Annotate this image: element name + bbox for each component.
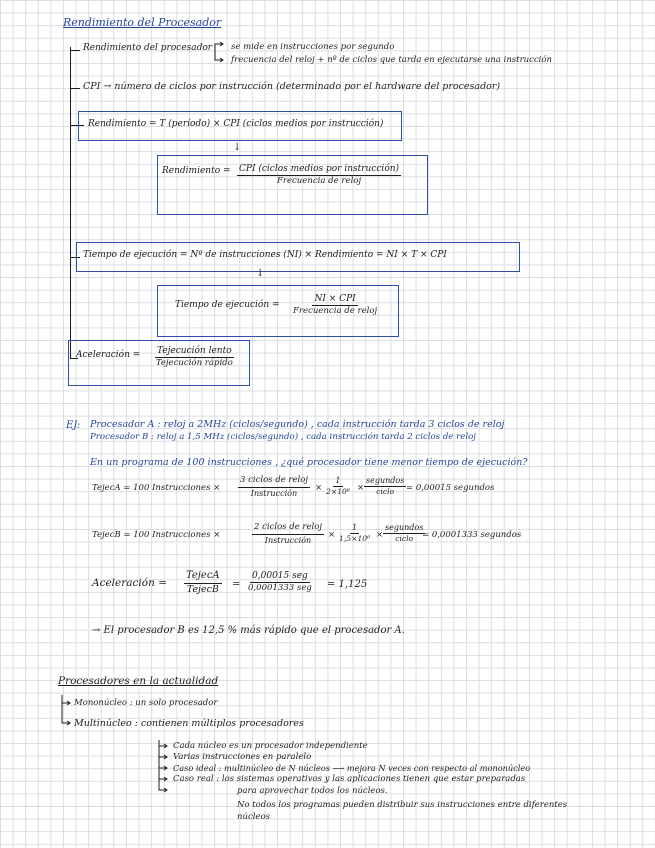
tiempo-fraction-lhs: Tiempo de ejecución = [175, 300, 280, 310]
tiempo-formula: Tiempo de ejecución = Nº de instrucciones (NI) × Rendimiento = NI × T × CPI [83, 250, 447, 260]
aceleracion-example-fraction-1 [184, 570, 222, 595]
tejec-b-fraction-2 [339, 523, 370, 544]
processor-a: Procesador A : reloj a 2MHz (ciclos/segundo) , cada instrucción tarda 3 ciclos de reloj [90, 419, 505, 430]
fraction-denominator: Tejecución rápido [155, 358, 233, 369]
aceleracion-lhs: Aceleración = [76, 350, 141, 360]
rendimiento-desc-1: se mide en instrucciones por segundo [231, 42, 395, 52]
times-sign: × [328, 530, 336, 540]
tejec-a-fraction-1 [238, 476, 310, 498]
rendimiento-formula: Rendimiento = T (período) × CPI (ciclos medios por instrucción) [88, 119, 384, 129]
fraction-denominator: ciclo [376, 487, 395, 497]
fraction-numerator: 2 ciclos de reloj [252, 523, 324, 535]
fraction-numerator: CPI (ciclos medios por instrucción) [237, 164, 401, 176]
conclusion: → El procesador B es 12,5 % más rápido que el procesador A. [92, 625, 405, 636]
multinucleo-point-2: Varias instrucciones en paralelo [173, 752, 312, 762]
fraction-denominator: ciclo [395, 534, 414, 544]
aceleracion-fraction [155, 346, 234, 369]
tejec-b-result: = 0,0001333 segundos [422, 530, 522, 540]
branch-arrow-icon [157, 740, 171, 802]
aceleracion-example-result: = 1,125 [327, 579, 368, 590]
fraction-numerator: 1 [350, 523, 359, 534]
fraction-denominator: Frecuencia de reloj [276, 176, 362, 187]
branch-arrow-icon [213, 42, 233, 64]
multinucleo-point-4-cont: para aprovechar todos los núcleos. [237, 786, 388, 796]
fraction-denominator: 1,5×10⁶ [339, 534, 371, 544]
aceleracion-example-lhs: Aceleración = [92, 577, 167, 589]
example-label: EJ: [66, 420, 81, 431]
fraction-numerator: TejecA [184, 570, 222, 584]
fraction-denominator: Instrucción [250, 488, 298, 498]
rendimiento-label: Rendimiento del procesador [83, 43, 213, 53]
tejec-a-lhs: TejecA = 100 Instrucciones × [92, 483, 221, 493]
tiempo-fraction [293, 294, 377, 317]
multinucleo-point-3: Caso ideal : multinúcleo de N núcleos ⟶ mejora N veces con respecto al mononúcleo [173, 763, 531, 773]
tejec-b-fraction-3 [383, 523, 425, 544]
fraction-numerator: NI × CPI [312, 294, 357, 306]
aceleracion-example-fraction-2 [248, 571, 312, 594]
fraction-denominator: 0,0001333 seg [248, 583, 312, 594]
down-arrow-icon: ↓ [233, 142, 242, 153]
multinucleo: Multinúcleo : contienen múltiplos procesadores [74, 718, 304, 729]
example-question: En un programa de 100 instrucciones , ¿qué procesador tiene menor tiempo de ejecución? [90, 457, 528, 468]
multinucleo-point-5-cont: núcleos [237, 812, 270, 822]
times-sign: × [357, 483, 365, 493]
fraction-numerator: segundos [383, 523, 425, 534]
processor-b: Procesador B : reloj a 1,5 MHz (ciclos/segundo) , cada instrucción tarda 2 ciclos de reloj [90, 432, 476, 442]
tree-branch [70, 88, 80, 89]
rendimiento-fraction [237, 164, 401, 187]
times-sign: × [376, 530, 384, 540]
tree-trunk [70, 47, 71, 359]
fraction-numerator: Tejecución lento [155, 346, 234, 358]
section-title: Procesadores en la actualidad [58, 675, 219, 687]
cpi-definition: CPI → número de ciclos por instrucción (determinado por el hardware del procesador) [83, 81, 501, 92]
fraction-numerator: 1 [333, 476, 342, 487]
page-title: Rendimiento del Procesador [63, 16, 222, 29]
fraction-denominator: Frecuencia de reloj [293, 306, 378, 317]
multinucleo-point-5: No todos los programas pueden distribuir sus instrucciones entre diferentes [237, 800, 568, 810]
fraction-numerator: segundos [364, 476, 406, 487]
fraction-denominator: Instrucción [264, 535, 312, 545]
fraction-numerator: 0,00015 seg [250, 571, 310, 583]
tejec-a-fraction-3 [364, 476, 406, 497]
fraction-denominator: TejecB [186, 583, 219, 595]
tejec-a-result: = 0,00015 segundos [406, 483, 495, 493]
tejec-a-fraction-2 [326, 476, 350, 497]
equals-sign: = [232, 579, 241, 590]
multinucleo-point-1: Cada núcleo es un procesador independiente [173, 741, 368, 751]
rendimiento-desc-2: frecuencia del reloj + nº de ciclos que tarda en ejecutarse una instrucción [231, 55, 552, 65]
tejec-b-lhs: TejecB = 100 Instrucciones × [92, 530, 221, 540]
fraction-numerator: 3 ciclos de reloj [238, 476, 310, 488]
tree-branch [70, 50, 80, 51]
fraction-denominator: 2×10⁶ [326, 487, 350, 497]
tejec-b-fraction-1 [252, 523, 324, 545]
mononucleo: Mononúcleo : un solo procesador [74, 698, 218, 708]
multinucleo-point-4: Caso real : los sistemas operativos y las aplicaciones tienen que estar preparadas [173, 774, 526, 784]
rendimiento-fraction-lhs: Rendimiento = [162, 166, 231, 176]
down-arrow-icon: ↓ [256, 268, 265, 279]
branch-arrow-icon [60, 695, 74, 731]
times-sign: × [315, 483, 323, 493]
